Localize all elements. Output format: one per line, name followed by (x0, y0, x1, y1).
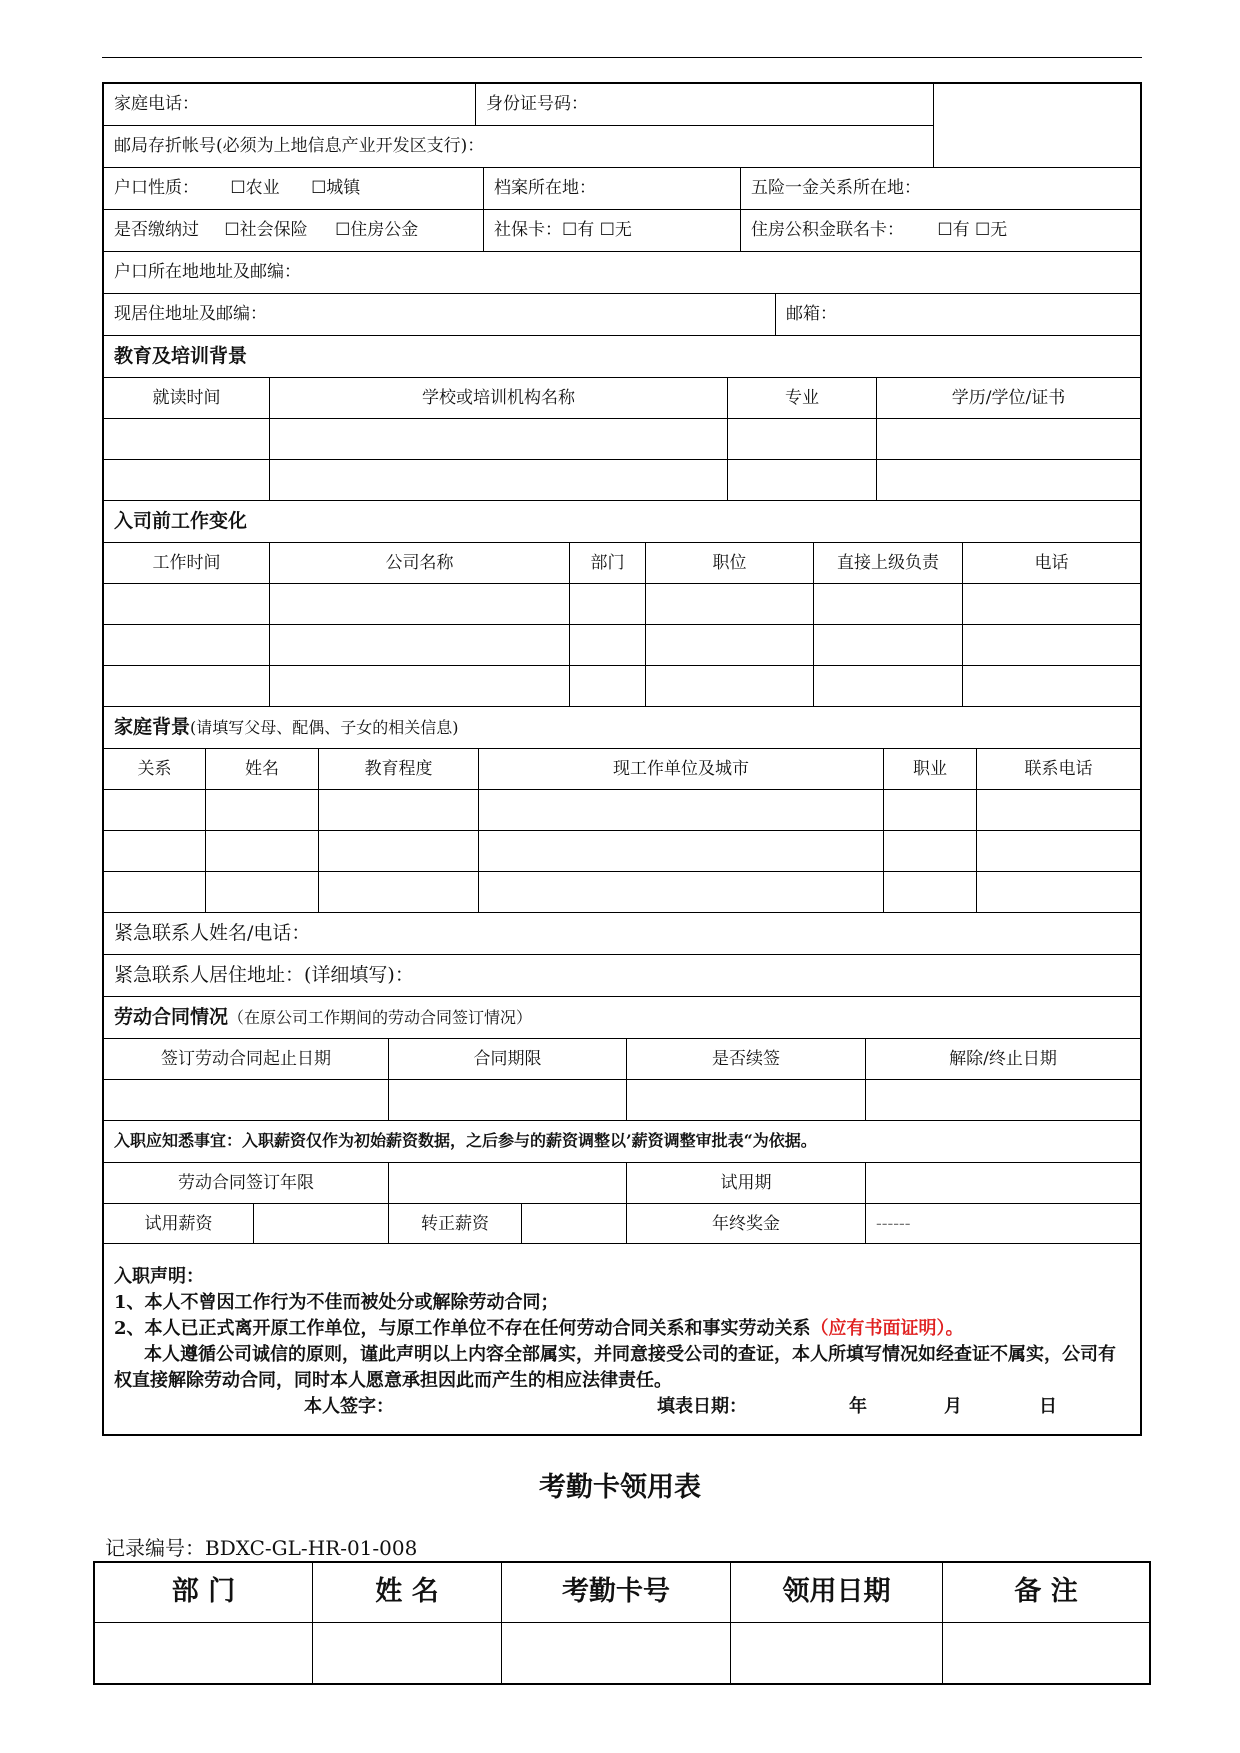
work-cell[interactable] (963, 584, 1140, 624)
social-card-field[interactable]: 社保卡：☐有 ☐无 (484, 210, 741, 251)
family-cell[interactable] (319, 872, 479, 912)
signature-label: 本人签字： (304, 1396, 394, 1417)
work-cell[interactable] (270, 666, 570, 706)
education-cell[interactable] (270, 460, 728, 500)
hukou-address-field[interactable]: 户口所在地地址及邮编： (114, 262, 301, 282)
fund-card-cell (741, 210, 1140, 251)
emergency-address-field[interactable]: 紧急联系人居住地址：(详细填写)： (114, 964, 414, 986)
family-cell[interactable] (479, 790, 884, 830)
attendance-table (93, 1561, 1151, 1685)
row-payments (104, 210, 1140, 252)
work-header: 直接上级负责 (814, 543, 963, 583)
insurance-relation-field[interactable]: 五险一金关系所在地： (751, 178, 921, 198)
rural-checkbox[interactable]: ☐农业 (230, 178, 280, 198)
contract-header-row (104, 1039, 1140, 1080)
family-header: 职业 (884, 749, 977, 789)
hukou-type-label: 户口性质： (114, 178, 199, 198)
family-title-cell (104, 707, 1140, 748)
education-cell[interactable] (104, 419, 270, 459)
work-cell[interactable] (814, 666, 963, 706)
current-address-field[interactable]: 现居住地址及邮编： (104, 294, 776, 335)
work-cell[interactable] (646, 625, 814, 665)
attendance-header: 姓 名 (313, 1563, 502, 1622)
work-row (104, 584, 1140, 625)
contract-header: 是否续签 (627, 1039, 866, 1079)
contract-cell[interactable] (627, 1080, 866, 1120)
attendance-cell[interactable] (95, 1623, 313, 1683)
declaration-item-2-wrap (114, 1316, 1130, 1342)
attendance-row (95, 1623, 1149, 1683)
contract-section (104, 997, 1140, 1039)
contract-row (104, 1080, 1140, 1121)
contract-cell[interactable] (389, 1080, 627, 1120)
education-cell[interactable] (877, 419, 1140, 459)
attendance-title: 考勤卡领用表 (539, 1472, 701, 1503)
work-header: 职位 (646, 543, 814, 583)
row-hukou-type (104, 168, 1140, 210)
work-header: 公司名称 (270, 543, 570, 583)
work-header: 电话 (1034, 553, 1069, 573)
family-cell[interactable] (884, 872, 977, 912)
family-cell[interactable] (206, 872, 319, 912)
education-header-row (104, 378, 1140, 419)
year-label: 年 (849, 1396, 867, 1417)
contract-years-label: 劳动合同签订年限 (104, 1163, 389, 1203)
family-cell[interactable] (977, 790, 1140, 830)
salary-notice: 入职应知悉事宜：入职薪资仅作为初始薪资数据，之后参与的薪资调整以’薪资调整审批表“为依据。 (114, 1131, 817, 1150)
work-row (104, 666, 1140, 707)
family-cell[interactable] (884, 790, 977, 830)
social-insurance-checkbox[interactable]: ☐社会保险 (224, 220, 308, 240)
housing-fund-checkbox[interactable]: ☐住房公金 (335, 220, 419, 240)
family-header: 联系电话 (1024, 759, 1093, 779)
family-cell[interactable] (104, 790, 206, 830)
education-header: 学历/学位/证书 (951, 388, 1066, 408)
email-field[interactable]: 邮箱： (786, 304, 837, 324)
declaration-paragraph: 本人遵循公司诚信的原则，谨此声明以上内容全部属实，并同意接受公司的查证，本人所填写情况如经查证不属实，公司有权直接解除劳动合同，同时本人愿意承担因此而产生的相应法律责任。 (114, 1344, 1116, 1391)
family-header-row (104, 749, 1140, 790)
family-title: 家庭背景 (114, 716, 191, 738)
work-cell[interactable] (963, 625, 1140, 665)
probation-salary-field[interactable] (254, 1204, 389, 1243)
family-cell[interactable] (319, 790, 479, 830)
attendance-header: 部 门 (95, 1563, 313, 1622)
work-cell[interactable] (646, 666, 814, 706)
work-cell[interactable] (646, 584, 814, 624)
hukou-type-cell (104, 168, 484, 209)
work-header: 部门 (570, 543, 646, 583)
work-cell[interactable] (570, 625, 646, 665)
family-cell[interactable] (977, 872, 1140, 912)
family-header: 姓名 (206, 749, 319, 789)
work-row (104, 625, 1140, 666)
year-bonus-field[interactable]: ------ (876, 1214, 911, 1234)
family-cell[interactable] (884, 831, 977, 871)
education-row (104, 460, 1140, 501)
work-header-row (104, 543, 1140, 584)
employee-info-form (102, 82, 1142, 1436)
education-cell[interactable] (104, 460, 270, 500)
row-emergency-address (104, 955, 1140, 997)
family-row (104, 790, 1140, 831)
archive-location-field[interactable]: 档案所在地： (484, 168, 741, 209)
bank-account-field[interactable]: 邮局存折帐号(必须为上地信息产业开发区支行)： (114, 136, 485, 156)
year-bonus-label: 年终奖金 (627, 1204, 866, 1243)
contract-years-field[interactable] (389, 1163, 627, 1203)
education-cell[interactable] (728, 460, 877, 500)
row-contract-terms (104, 1163, 1140, 1204)
row-hukou-address (104, 252, 1140, 294)
regular-salary-field[interactable] (522, 1204, 627, 1243)
fund-card-options[interactable]: ☐有 ☐无 (937, 220, 1008, 240)
declaration-title: 入职声明： (114, 1266, 204, 1287)
attendance-header: 备 注 (1014, 1576, 1078, 1607)
family-row (104, 872, 1140, 913)
contract-cell[interactable] (866, 1080, 1140, 1120)
photo-box[interactable] (933, 84, 1140, 168)
header-rule (102, 57, 1142, 58)
work-cell[interactable] (270, 625, 570, 665)
id-number-field[interactable]: 身份证号码： (486, 94, 588, 114)
work-cell[interactable] (570, 666, 646, 706)
probation-field[interactable] (866, 1163, 1140, 1203)
family-cell[interactable] (206, 831, 319, 871)
row-notice (104, 1121, 1140, 1163)
work-cell[interactable] (104, 625, 270, 665)
home-phone-field[interactable]: 家庭电话： (104, 84, 476, 125)
work-header: 工作时间 (104, 543, 270, 583)
row-salary-terms (104, 1204, 1140, 1244)
work-cell[interactable] (814, 584, 963, 624)
row-current-address (104, 294, 1140, 336)
family-cell[interactable] (104, 872, 206, 912)
contract-title-cell (104, 997, 1140, 1038)
emergency-name-field[interactable]: 紧急联系人姓名/电话： (114, 922, 311, 944)
family-cell[interactable] (319, 831, 479, 871)
work-cell[interactable] (270, 584, 570, 624)
declaration (104, 1254, 1140, 1434)
work-cell[interactable] (104, 666, 270, 706)
family-header: 现工作单位及城市 (479, 749, 884, 789)
month-label: 月 (944, 1396, 962, 1417)
attendance-cell[interactable] (313, 1623, 502, 1683)
family-cell[interactable] (977, 831, 1140, 871)
declaration-item-2-note: （应有书面证明）。 (810, 1318, 964, 1339)
work-title: 入司前工作变化 (114, 510, 248, 532)
attendance-header: 考勤卡号 (502, 1563, 731, 1622)
family-header: 关系 (104, 749, 206, 789)
declaration-item-1: 1、本人不曾因工作行为不佳而被处分或解除劳动合同； (114, 1292, 559, 1313)
probation-salary-label: 试用薪资 (104, 1204, 254, 1243)
work-cell[interactable] (570, 584, 646, 624)
education-row (104, 419, 1140, 460)
contract-note: （在原公司工作期间的劳动合同签订情况） (228, 1008, 533, 1027)
education-header: 就读时间 (104, 378, 270, 418)
row-home-phone (104, 84, 933, 126)
family-cell[interactable] (479, 831, 884, 871)
day-label: 日 (1039, 1396, 1057, 1417)
signature-line (114, 1394, 1130, 1420)
paid-label: 是否缴纳过 (114, 220, 199, 240)
contract-cell[interactable] (104, 1080, 389, 1120)
family-note: (请填写父母、配偶、子女的相关信息) (190, 718, 459, 737)
contract-header: 签订劳动合同起止日期 (104, 1039, 389, 1079)
record-number: 记录编号：BDXC-GL-HR-01-008 (105, 1536, 418, 1560)
family-header: 教育程度 (319, 749, 479, 789)
family-cell[interactable] (206, 790, 319, 830)
education-section (104, 336, 1140, 378)
fund-card-label: 住房公积金联名卡： (751, 220, 904, 240)
education-header: 学校或培训机构名称 (270, 378, 728, 418)
attendance-cell[interactable] (731, 1623, 943, 1683)
work-cell[interactable] (104, 584, 270, 624)
education-header: 专业 (728, 378, 877, 418)
family-section (104, 707, 1140, 749)
urban-checkbox[interactable]: ☐城镇 (311, 178, 361, 198)
work-cell[interactable] (963, 666, 1140, 706)
education-cell[interactable] (270, 419, 728, 459)
contract-header: 合同期限 (389, 1039, 627, 1079)
work-cell[interactable] (814, 625, 963, 665)
work-section (104, 501, 1140, 543)
education-title: 教育及培训背景 (114, 345, 248, 367)
attendance-header-row (95, 1563, 1149, 1623)
row-bank-account (104, 126, 933, 168)
declaration-item-2: 2、本人已正式离开原工作单位，与原工作单位不存在任何劳动合同关系和事实劳动关系 (114, 1318, 811, 1339)
family-row (104, 831, 1140, 872)
regular-salary-label: 转正薪资 (389, 1204, 522, 1243)
paid-cell (104, 210, 484, 251)
family-cell[interactable] (479, 872, 884, 912)
attendance-cell[interactable] (943, 1623, 1149, 1683)
contract-header: 解除/终止日期 (949, 1049, 1057, 1069)
fill-date-label: 填表日期： (657, 1396, 747, 1417)
probation-label: 试用期 (627, 1163, 866, 1203)
family-cell[interactable] (104, 831, 206, 871)
attendance-header: 领用日期 (731, 1563, 943, 1622)
contract-title: 劳动合同情况 (114, 1006, 229, 1028)
attendance-cell[interactable] (502, 1623, 731, 1683)
education-cell[interactable] (877, 460, 1140, 500)
row-emergency-name (104, 913, 1140, 955)
education-cell[interactable] (728, 419, 877, 459)
